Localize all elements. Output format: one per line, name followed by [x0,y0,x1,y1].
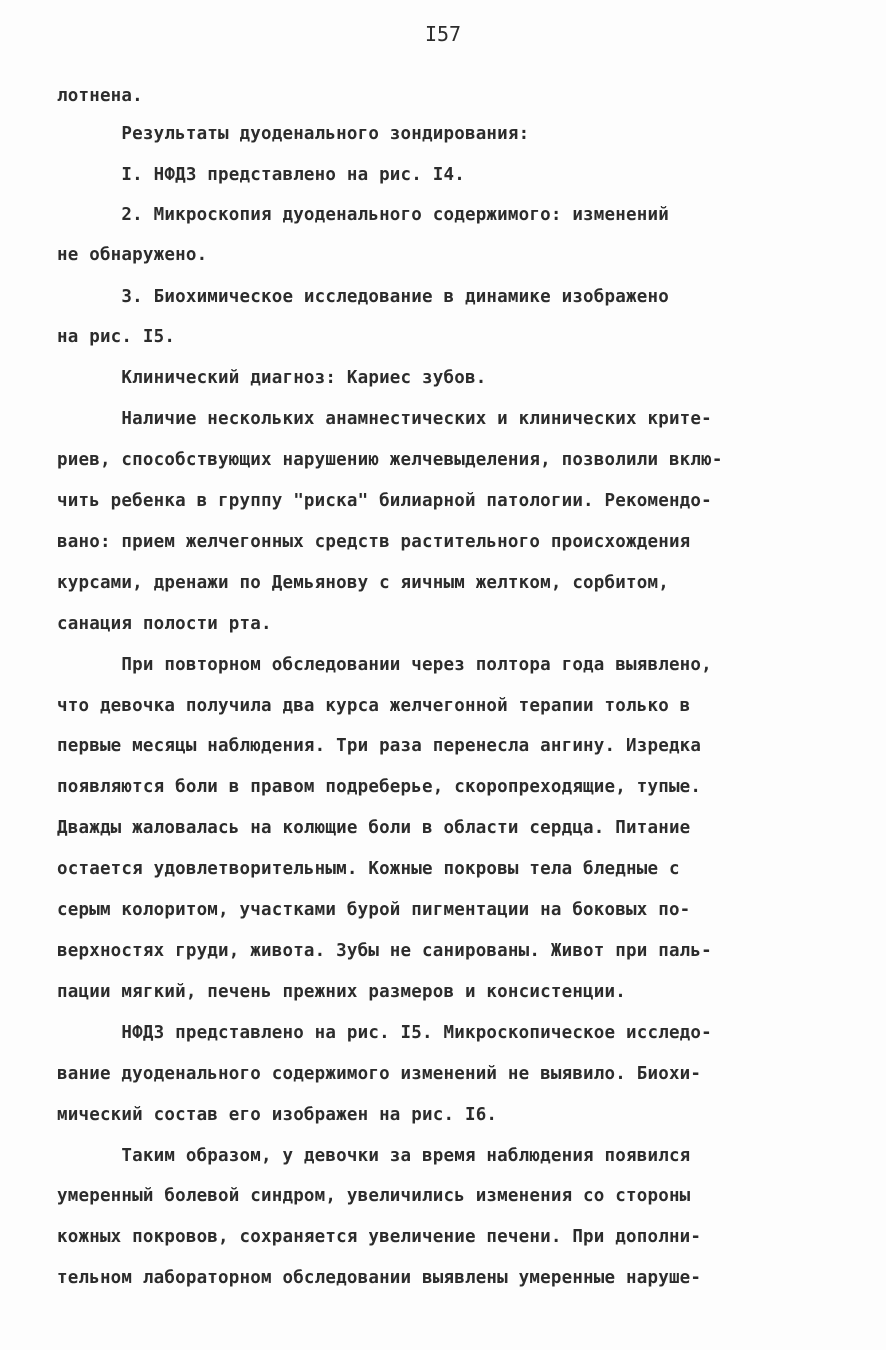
text-line: санация полости рта. [57,614,272,634]
text-line: не обнаружено. [57,245,208,265]
text-line: лотнена. [57,86,143,106]
text-line: чить ребенка в группу "риска" билиарной патологии. Рекомендо- [57,491,712,511]
text-line: остается удовлетворительным. Кожные покровы тела бледные с [57,859,680,879]
text-line: что девочка получила два курса желчегонной терапии только в [57,696,691,716]
text-line: курсами, дренажи по Демьянову с яичным желтком, сорбитом, [57,573,669,593]
text-line: Результаты дуоденального зондирования: [57,124,530,144]
text-line: серым колоритом, участками бурой пигментации на боковых по- [57,900,691,920]
text-line: Наличие нескольких анамнестических и клинических крите- [57,409,712,429]
text-line: мический состав его изображен на рис. I6. [57,1105,498,1125]
text-line: При повторном обследовании через полтора года выявлено, [57,655,712,675]
text-line: появляются боли в правом подреберье, скоропреходящие, тупые. [57,777,702,797]
text-line: пации мягкий, печень прежних размеров и консистенции. [57,982,627,1002]
text-line: Клинический диагноз: Кариес зубов. [57,368,487,388]
text-line: 3. Биохимическое исследование в динамике изображено [57,287,669,307]
text-line: вание дуоденального содержимого изменений не выявило. Биохи- [57,1064,702,1084]
text-line: вано: прием желчегонных средств растительного происхождения [57,532,691,552]
text-line: риев, способствующих нарушению желчевыделения, позволили вклю- [57,450,723,470]
text-line: первые месяцы наблюдения. Три раза перенесла ангину. Изредка [57,736,702,756]
page-number: I57 [424,22,462,46]
text-line: Таким образом, у девочки за время наблюдения появился [57,1146,691,1166]
text-line: верхностях груди, живота. Зубы не санированы. Живот при паль- [57,941,712,961]
text-line: на рис. I5. [57,327,176,347]
text-line: Дважды жаловалась на колющие боли в области сердца. Питание [57,818,691,838]
text-line: I. НФДЗ представлено на рис. I4. [57,165,465,185]
text-line: 2. Микроскопия дуоденального содержимого: изменений [57,205,669,225]
text-line: тельном лабораторном обследовании выявлены умеренные наруше- [57,1268,702,1288]
text-line: умеренный болевой синдром, увеличились изменения со стороны [57,1186,691,1206]
text-line: кожных покровов, сохраняется увеличение печени. При дополни- [57,1227,702,1247]
text-line: НФДЗ представлено на рис. I5. Микроскопическое исследо- [57,1023,712,1043]
